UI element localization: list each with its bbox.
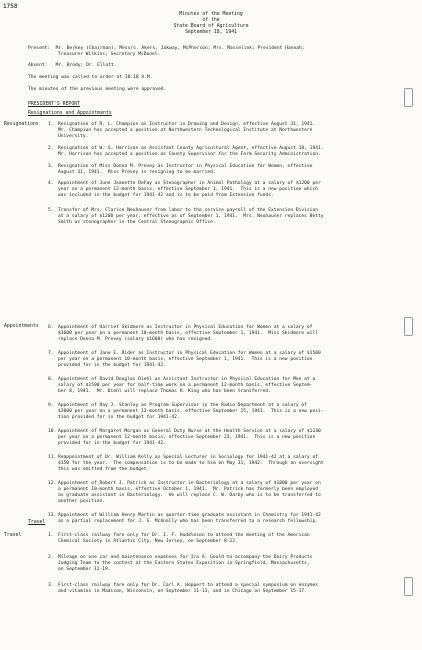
travel-item-line: Judging Team to the contest at the Eastern States Exposition in Springfield, Massachusetts, — [58, 561, 310, 566]
list-item-line: Appointment of William Henry Martin as quarter-time graduate assistant in Chemistry for 1941-42 — [58, 513, 321, 518]
header-line-4: September 18, 1941 — [185, 30, 237, 35]
list-item-line: Appointment of Jane E. Rider as Instructor in Physical Education for Women at a salary of $1500 — [58, 351, 321, 356]
header-line-1: Minutes of the Meeting — [179, 12, 243, 17]
margin-travel: Travel — [4, 533, 22, 538]
margin-resignations: Resignations — [4, 122, 39, 127]
list-item-line: Appointment of June Jeanette DeFay as Stenographer in Animal Pathology at a salary of $1200 per — [58, 181, 321, 186]
travel-item-line: on September 12-19. — [58, 567, 111, 572]
list-item-line: this was omitted from the budget. — [58, 467, 150, 472]
travel-item-line: Mileage on one car and maintenance expenses for Ira A. Gould to accompany the Dairy Products — [58, 555, 313, 560]
binder-tab-top — [404, 88, 413, 107]
list-item-line: Appointment of Harriet Skidmore as Instructor in Physical Education for Women at a salary of — [58, 325, 313, 330]
list-item-line: per year on a permanent 12-month basis, effective September 23, 1941. This is a new position — [58, 435, 316, 440]
list-item-line: Transfer of Mrs. Clarice Neuhauser from labor to the service payroll of the Extension Division — [58, 208, 318, 213]
list-item-line: another position. — [58, 499, 106, 504]
list-item-line: University. — [58, 134, 89, 139]
travel-heading: Travel — [28, 520, 46, 525]
absent-line: Absent: Mr. Brody; Dr. Ellott. — [28, 63, 117, 68]
list-item-line: was included in the budget for 1941-42 and is to be paid from Extension funds. — [58, 193, 274, 198]
travel-item-number: 2. — [48, 555, 54, 560]
travel-item-line: Chemical Society in Atlantic City, New Jersey, on September 8-12. — [58, 539, 238, 544]
list-item-line: at a salary of $1200 per year, effective as of September 1, 1941. Mrs. Neuhauser replaces Betty — [58, 214, 324, 219]
list-item-number: 3. — [48, 164, 54, 169]
list-item-number: 8. — [48, 377, 54, 382]
list-item-number: 9. — [48, 403, 54, 408]
list-item-line: Appointment of Margaret Morgan as General Duty Nurse at the Health Service at a salary of $1140 — [58, 429, 321, 434]
list-item-number: 4. — [48, 181, 54, 186]
travel-item-number: 1. — [48, 533, 54, 538]
list-item-number: 7. — [48, 351, 54, 356]
list-item-line: tion provided for in the budget for 1941-42. — [58, 415, 180, 420]
list-item-line: year on a permanent 12-month basis, effective September 1, 1941. This is a new position which — [58, 187, 318, 192]
list-item-line: as graduate assistant in Bacteriology. He will replace C. W. Darby who is to be transferred to — [58, 493, 321, 498]
called-to-order: The meeting was called to order at 10:10 A.M. — [28, 75, 153, 80]
header-line-3: State Board of Agriculture — [173, 24, 249, 29]
list-item-line: salary of $1500 per year for half-time work on a permanent 12-month basis, effective Septem- — [58, 383, 313, 388]
header-line-2: of the — [202, 18, 220, 23]
list-item-line: a permanent 10-month basis, effective October 1, 1941. Mr. Patrick has formerly been employed — [58, 487, 318, 492]
list-item-line: provided for in the budget for 1941-42. — [58, 441, 166, 446]
list-item-line: per year on a permanent 10-month basis, effective September 1, 1941. This is a new position — [58, 357, 313, 362]
list-item-number: 2. — [48, 146, 54, 151]
presidents-report-heading: PRESIDENT'S REPORT — [28, 102, 80, 107]
list-item-line: replace Donna M. Prevey (salary $1600) who has resigned. — [58, 337, 213, 342]
travel-item-line: and vitamins in Madison, Wisconsin, on September 11-13, and in Chicago on September 15-17. — [58, 589, 307, 594]
list-item-number: 10. — [48, 429, 57, 434]
list-item-number: 11. — [48, 455, 57, 460]
present-line-1: Present: Mr. Berkey (Chairman); Messrs. Akers, Jakway, McPherson; Mrs. Masselink; President Hannah; — [28, 46, 305, 51]
list-item-line: $2000 per year on a permanent 12-month basis, effective September 15, 1941. This is a new posi- — [58, 409, 324, 414]
list-item-line: Resignation of W. S. Harrison as Assistant County Agricultural Agent, effective August 18, 1941. — [58, 146, 324, 151]
margin-appointments: Appointments — [4, 324, 39, 329]
list-item-line: Appointment of David Douglas Diehl as Assistant Instructor in Physical Education for Men at a — [58, 377, 316, 382]
binder-tab-bottom — [404, 577, 413, 596]
list-item-number: 12. — [48, 481, 57, 486]
travel-item-number: 3. — [48, 583, 54, 588]
resignations-heading: Resignations and Appointments — [28, 111, 112, 116]
page-number: 1758 — [3, 3, 18, 10]
list-item-line: provided for in the budget for 1941-42. — [58, 363, 166, 368]
list-item-line: Mr. Champion has accepted a position at Northwestern Technological Institute at Northwestern — [58, 128, 313, 133]
list-item-line: $1600 per year on a permanent 10-month basis, effective September 1, 1941. Miss Skidmore will — [58, 331, 318, 336]
list-item-number: 1. — [48, 122, 54, 127]
minutes-approved: The minutes of the previous meeting were approved. — [28, 87, 167, 92]
list-item-number: 13. — [48, 513, 57, 518]
list-item-number: 5. — [48, 208, 54, 213]
list-item-line: Mr. Harrison has accepted a position as County Supervisor for the Farm Security Administration. — [58, 152, 321, 157]
list-item-line: as a partial replacement for J. S. McAnally who has been transferred to a research fellowship. — [58, 519, 318, 524]
present-line-2: Treasurer Wilkins; Secretary McDonel. — [58, 52, 161, 57]
travel-item-line: First-class railway fare only for Dr. I. F. Huddleson to attend the meeting of the American — [58, 533, 310, 538]
list-item-line: ber 8, 1941. Mr. Diehl will replace Thomas H. King who has been transferred. — [58, 389, 271, 394]
list-item-line: Appointment of Robert J. Patrick as Instructor in Bacteriology at a salary of $1800 per year on — [58, 481, 321, 486]
list-item-line: $150 for the year. The compensation is to be made to him on May 31, 1942. Through an oversight — [58, 461, 324, 466]
list-item-line: Appointment of Ray J. Stanley as Program Supervisor in the Radio Department at a salary of — [58, 403, 307, 408]
list-item-line: Smith as stenographer in the Central Stenographic Office. — [58, 220, 216, 225]
list-item-line: August 31, 1941. Miss Prevey is resigning to be married. — [58, 170, 216, 175]
list-item-line: Reappointment of Dr. William Kelly as Special Lecturer in Sociology for 1941-42 at a salary of — [58, 455, 318, 460]
list-item-line: Resignation of R. L. Champion as Instructor in Drawing and Design, effective August 31, 1941. — [58, 122, 316, 127]
list-item-line: Resignation of Miss Donna M. Prevey as Instructor in Physical Education for Women, effective — [58, 164, 313, 169]
binder-tab-middle — [404, 317, 413, 336]
travel-item-line: First-class railway fare only for Dr. Carl A. Hoppert to attend a special symposium on enzymes — [58, 583, 318, 588]
list-item-number: 6. — [48, 325, 54, 330]
